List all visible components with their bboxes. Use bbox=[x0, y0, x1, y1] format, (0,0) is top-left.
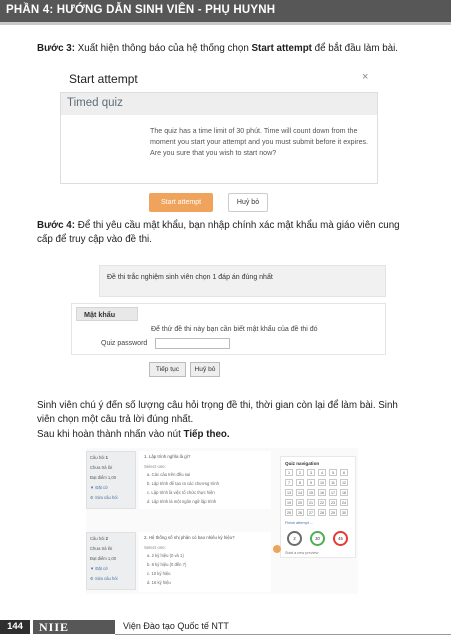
nav-question-button[interactable]: 5 bbox=[329, 469, 337, 476]
question-label: Câu hỏi bbox=[90, 455, 105, 460]
quiz-password-screen bbox=[71, 265, 388, 380]
nav-question-button[interactable]: 20 bbox=[298, 501, 302, 505]
nav-question-button[interactable]: 13 bbox=[287, 491, 291, 495]
password-section-header bbox=[76, 307, 138, 321]
edit-question-link[interactable]: Sửa câu hỏi bbox=[94, 495, 118, 500]
nav-question-button[interactable]: 30 bbox=[342, 511, 346, 515]
header-divider bbox=[0, 22, 451, 25]
timer-circle: 30 bbox=[310, 531, 325, 546]
time-limit-message: The quiz has a time limit of 30 phút. Time will count down from the moment you start your attempt and you must submit before it expires. Are you sure that you wish to start now? bbox=[150, 127, 369, 157]
step4-prefix: Bước 4: bbox=[37, 220, 76, 231]
answer-option[interactable]: d. Lập trình là một ngôn ngữ lập trình bbox=[147, 499, 217, 504]
chapter-title: PHẦN 4: HƯỚNG DẪN SINH VIÊN - PHỤ HUYNH bbox=[6, 4, 276, 16]
start-new-preview-link[interactable]: Start a new preview bbox=[285, 551, 319, 555]
quiz-password-label: Quiz password bbox=[101, 340, 148, 347]
timed-quiz-header bbox=[61, 93, 377, 115]
step3-text-a: Xuất hiện thông báo của hệ thống chọn bbox=[75, 43, 252, 54]
start-attempt-button[interactable]: Start attempt bbox=[149, 193, 213, 212]
niie-logo bbox=[33, 620, 115, 634]
password-section-title: Mật khẩu bbox=[84, 310, 116, 319]
quiz-navigation-title: Quiz navigation bbox=[285, 461, 320, 466]
finish-highlight: Tiếp theo. bbox=[183, 429, 230, 440]
question-status: Chưa trả lời bbox=[90, 546, 113, 551]
nav-question-button[interactable]: 16 bbox=[320, 491, 324, 495]
answer-option[interactable]: c. Lập trình là việc tổ chức thực hiện bbox=[147, 490, 215, 495]
nav-question-button[interactable]: 9 bbox=[307, 479, 315, 486]
nav-question-button[interactable]: 22 bbox=[320, 501, 324, 505]
timer-circle: 45 bbox=[333, 531, 348, 546]
nav-question-button[interactable]: 8 bbox=[296, 479, 304, 486]
timer-circle: 2 bbox=[287, 531, 302, 546]
question-prompt: 2. Hệ thống số nhị phân có bao nhiêu ký hiệu? bbox=[144, 535, 235, 540]
answer-option[interactable]: a. 2 ký hiệu (0 và 1) bbox=[147, 553, 184, 558]
nav-question-button[interactable]: 26 bbox=[298, 511, 302, 515]
nav-question-button[interactable]: 14 bbox=[298, 491, 302, 495]
note-line2: viên chọn một câu trả lời đúng nhất. bbox=[37, 413, 194, 425]
question-status: Chưa trả lời bbox=[90, 465, 113, 470]
gear-icon: ⚙ bbox=[90, 576, 94, 581]
question-points: Đạt điểm 1,00 bbox=[90, 475, 117, 480]
close-icon[interactable]: × bbox=[362, 71, 369, 83]
nav-question-button[interactable]: 7 bbox=[285, 479, 293, 486]
question-points: Đạt điểm 1,00 bbox=[90, 556, 117, 561]
answer-option[interactable]: b. Lập trình để tạo ra các chương trình bbox=[147, 481, 219, 486]
step3-paragraph bbox=[37, 42, 437, 56]
step4-line2: cấp để truy cập vào đề thi. bbox=[37, 233, 152, 245]
footer-rule bbox=[115, 634, 451, 635]
nav-question-button[interactable]: 19 bbox=[287, 501, 291, 505]
timed-quiz-panel bbox=[60, 92, 378, 184]
nav-question-button[interactable]: 21 bbox=[309, 501, 313, 505]
nav-question-button[interactable]: 4 bbox=[318, 469, 326, 476]
nav-question-button[interactable]: 10 bbox=[320, 481, 324, 485]
nav-question-button[interactable]: 17 bbox=[331, 491, 335, 495]
finish-paragraph bbox=[37, 428, 441, 442]
question-content-2 bbox=[139, 532, 271, 592]
start-attempt-dialog bbox=[60, 65, 382, 219]
nav-question-button[interactable]: 29 bbox=[331, 511, 335, 515]
gear-icon: ⚙ bbox=[90, 495, 94, 500]
finish-text: Sau khi hoàn thành nhấn vào nút bbox=[37, 429, 184, 440]
answer-option[interactable]: c. 10 ký hiệu bbox=[147, 571, 171, 576]
nav-question-button[interactable]: 3 bbox=[307, 469, 315, 476]
nav-question-button[interactable]: 11 bbox=[329, 479, 337, 486]
step3-text-b: để bắt đầu làm bài. bbox=[311, 43, 399, 54]
quiz-navigation-panel bbox=[280, 456, 356, 558]
nav-question-button[interactable]: 12 bbox=[342, 481, 346, 485]
nav-question-button[interactable]: 2 bbox=[296, 469, 304, 476]
quiz-password-input[interactable] bbox=[155, 338, 230, 349]
flag-question-link[interactable]: Đặt cờ bbox=[95, 485, 108, 490]
nav-question-button[interactable]: 15 bbox=[309, 491, 313, 495]
continue-button[interactable]: Tiếp tục bbox=[149, 362, 186, 377]
timed-quiz-title: Timed quiz bbox=[67, 97, 123, 109]
select-one-label: Select one: bbox=[144, 464, 166, 469]
answer-option[interactable]: a. Các câu trên đều sai bbox=[147, 472, 191, 477]
nav-question-button[interactable]: 18 bbox=[342, 491, 346, 495]
nav-question-button[interactable]: 24 bbox=[342, 501, 346, 505]
quiz-name-bar bbox=[99, 265, 386, 297]
block-toggle-icon[interactable] bbox=[273, 545, 281, 553]
flag-question-link[interactable]: Đặt cờ bbox=[95, 566, 108, 571]
question-content-1 bbox=[139, 451, 271, 509]
edit-question-link[interactable]: Sửa câu hỏi bbox=[94, 576, 118, 581]
question-number: 1 bbox=[105, 455, 108, 460]
page-footer bbox=[0, 619, 451, 640]
quiz-attempt-screen bbox=[86, 448, 358, 594]
page-number: 144 bbox=[0, 620, 30, 634]
step3-prefix: Bước 3: bbox=[37, 43, 76, 54]
finish-attempt-link[interactable]: Finish attempt ... bbox=[285, 521, 314, 525]
flag-icon: ▼ bbox=[90, 566, 95, 571]
nav-question-button[interactable]: 28 bbox=[320, 511, 324, 515]
note-line1: Sinh viên chú ý đến số lượng câu hỏi trọng đề thi, thời gian còn lại để làm bài. Sinh bbox=[37, 400, 398, 411]
note-paragraph bbox=[37, 399, 441, 426]
question-number: 2 bbox=[105, 536, 108, 541]
answer-option[interactable]: d. 16 ký hiệu bbox=[147, 580, 171, 585]
niie-logo-text: NIIE bbox=[39, 620, 70, 634]
chapter-header bbox=[0, 0, 451, 22]
nav-question-button[interactable]: 25 bbox=[287, 511, 291, 515]
answer-option[interactable]: b. 8 ký hiệu (0 đến 7) bbox=[147, 562, 187, 567]
nav-question-button[interactable]: 23 bbox=[331, 501, 335, 505]
step3-highlight: Start attempt bbox=[251, 43, 312, 54]
step4-line1: Để thi yêu cầu mật khẩu, bạn nhập chính xác mật khẩu mà giáo viên cung bbox=[75, 220, 400, 231]
dialog-title: Start attempt bbox=[69, 72, 138, 86]
password-instruction: Để thử đề thi này bạn cần biết mật khẩu của đề thi đó bbox=[151, 326, 318, 333]
select-one-label: Select one: bbox=[144, 545, 166, 550]
step4-paragraph bbox=[37, 219, 441, 246]
nav-question-button[interactable]: 27 bbox=[309, 511, 313, 515]
nav-question-button[interactable]: 6 bbox=[340, 469, 348, 476]
flag-icon: ▼ bbox=[90, 485, 95, 490]
cancel-button[interactable]: Huỷ bỏ bbox=[228, 193, 268, 212]
quiz-name: Đề thi trắc nghiệm sinh viên chọn 1 đáp án đúng nhất bbox=[107, 274, 273, 281]
question-prompt: 1. Lập trình nghĩa là gì? bbox=[144, 454, 191, 459]
question-label: Câu hỏi bbox=[90, 536, 105, 541]
institute-name: Viện Đào tạo Quốc tế NTT bbox=[123, 621, 229, 631]
question-info-2 bbox=[86, 532, 136, 590]
nav-question-button[interactable]: 1 bbox=[285, 469, 293, 476]
cancel-button[interactable]: Huỷ bỏ bbox=[190, 362, 220, 377]
question-info-1 bbox=[86, 451, 136, 509]
